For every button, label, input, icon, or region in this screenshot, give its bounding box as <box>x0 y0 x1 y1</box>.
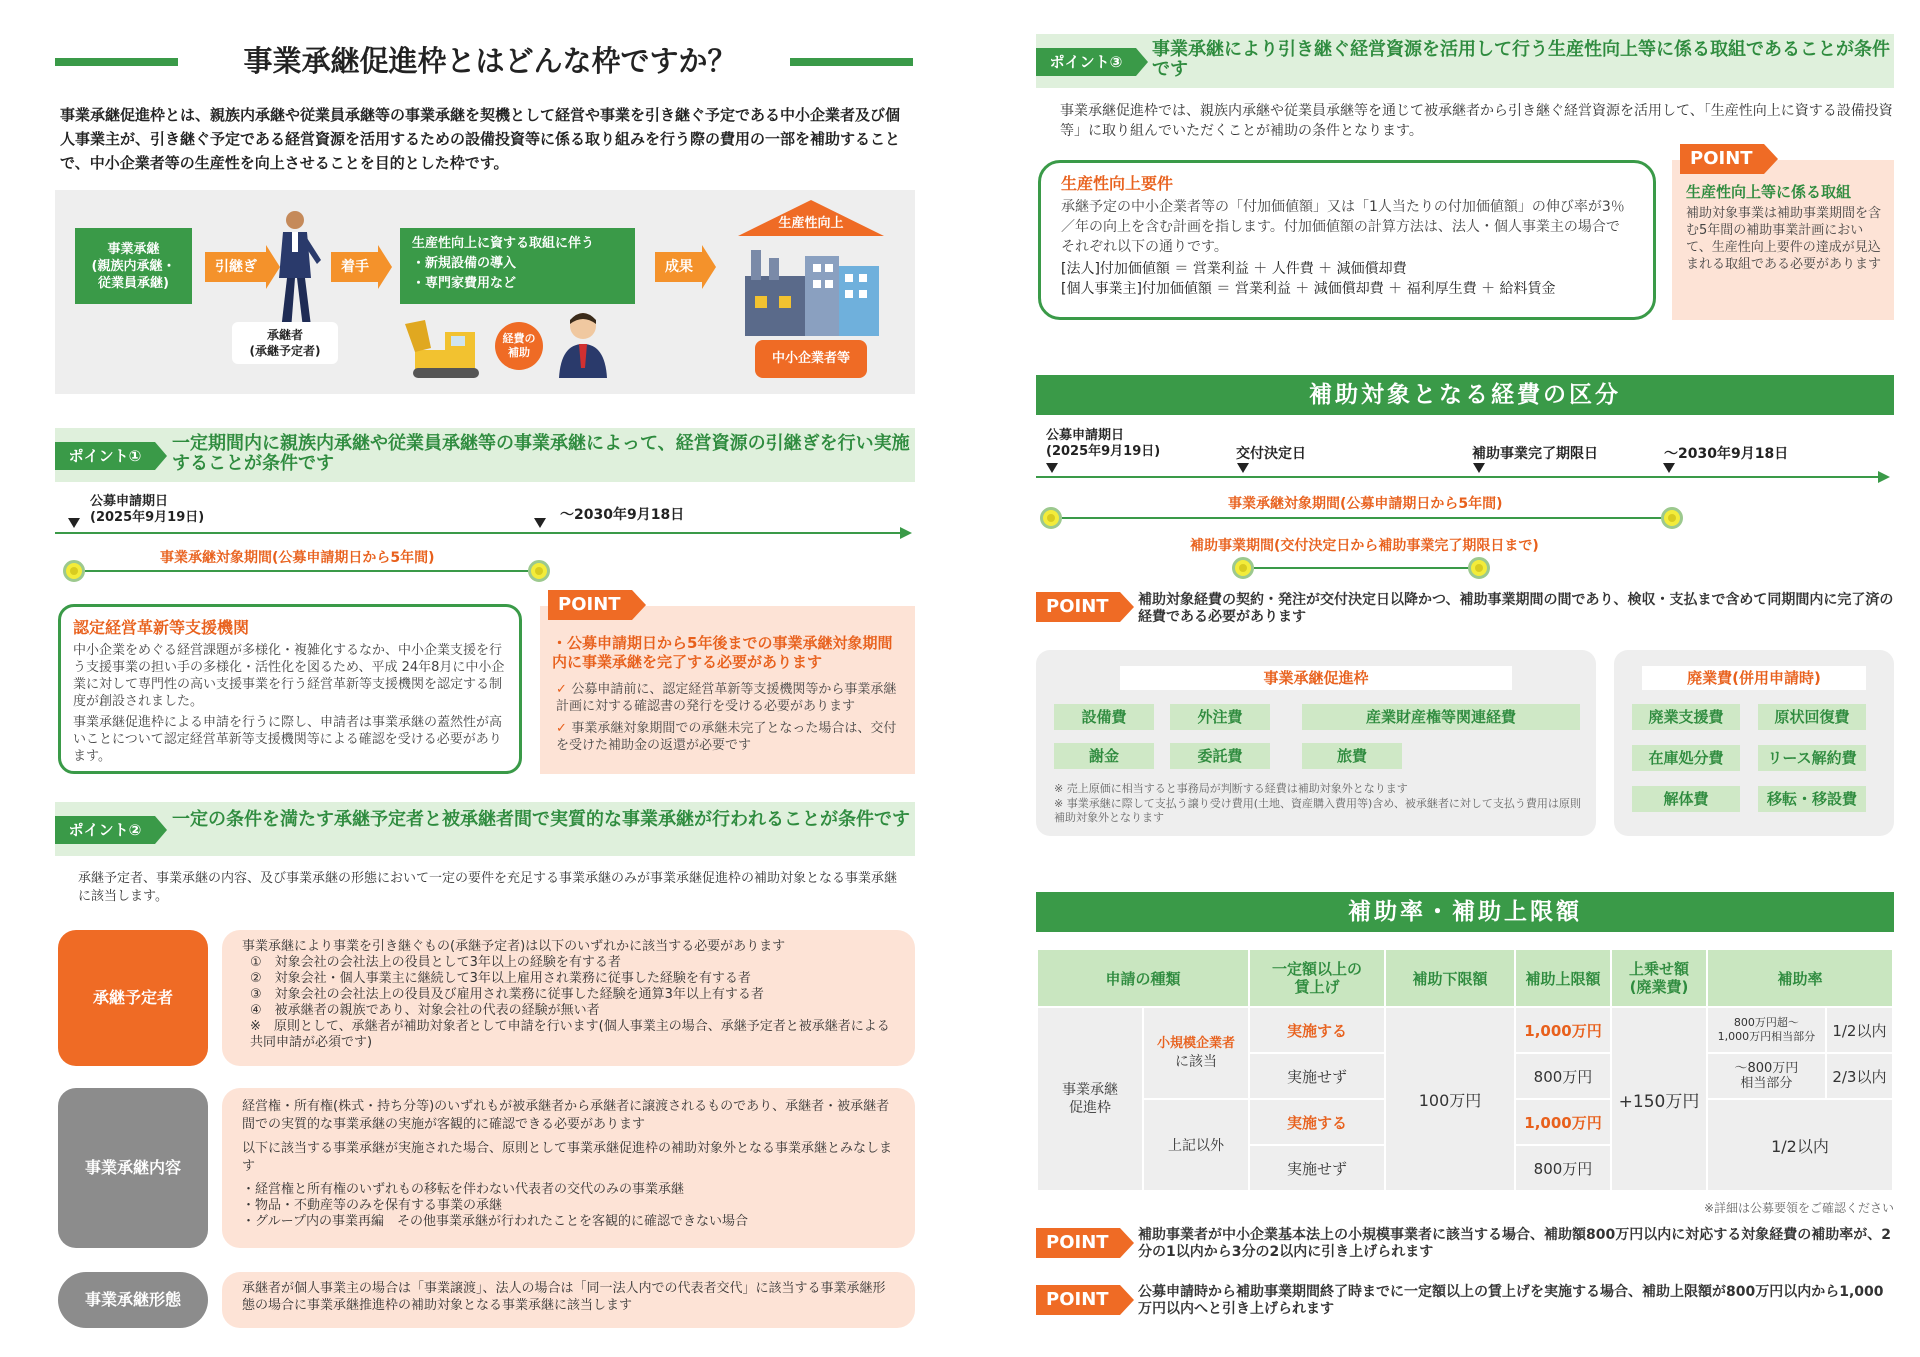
expense-box-closure-title: 廃業費(併用申請時) <box>1642 666 1866 690</box>
exp-t2: 交付決定日 <box>1236 446 1306 462</box>
subsidy-badge: 経費の 補助 <box>495 322 543 370</box>
expense-item-ip: 産業財産権等関連経費 <box>1302 704 1580 730</box>
point1-tag-tip <box>155 442 167 470</box>
point1-heading: 一定期間内に親族内承継や従業員承継等の事業承継によって、経営資源の引継ぎを行い実施することが条件です <box>172 433 910 474</box>
content-label-pill: 事業承継内容 <box>58 1088 208 1248</box>
productivity-req-box <box>1038 160 1656 320</box>
col-header: 補助率 <box>1707 949 1893 1007</box>
flow-arrow-start-tip <box>378 245 392 289</box>
exp-period1-start-dot <box>1040 507 1062 529</box>
expense-item-outsourcing: 外注費 <box>1170 704 1270 730</box>
productivity-req-indiv: [個人事業主]付加価値額 ＝ 営業利益 ＋ 減価償却費 ＋ 福利厚生費 ＋ 給料賃金 <box>1061 281 1556 297</box>
expense-item-honorarium: 謝金 <box>1054 743 1154 769</box>
content-item: ・グループ内の事業再編 その他事業承継が行われたことを客観的に確認できない場合 <box>242 1214 748 1229</box>
col-header: 補助下限額 <box>1385 949 1515 1007</box>
content-item: ・物品・不動産等のみを保有する事業の承継 <box>242 1198 503 1213</box>
p1-end-dot <box>528 560 550 582</box>
point3-heading: 事業承継により引き継ぐ経営資源を活用して行う生産性向上等に係る取組であることが条件です <box>1152 39 1890 80</box>
p1-start-label: 公募申請期日 <box>90 494 169 509</box>
exp-t1-label: 公募申請期日 <box>1046 428 1125 443</box>
intro-text: 事業承継促進枠とは、親族内承継や従業員承継等の事業承継を契機として経営や事業を引き継ぐ予定である中小企業者及び個人事業主が、引き継ぐ予定である経営資源を活用するための設備投資等に係る取り組みを行う際の費用の一部を補助することで、中小企業者等の生産性を向上させることを目的とした枠です。 <box>60 106 901 172</box>
closure-item: リース解約費 <box>1758 745 1866 771</box>
content-p2: 以下に該当する事業承継が実施された場合、原則として事業承継促進枠の補助対象外となる事業承継とみなします <box>242 1141 893 1174</box>
content-item: ・経営権と所有権のいずれもの移転を伴わない代表者の交代のみの事業承継 <box>242 1182 685 1197</box>
flow-box-initiative-item1: ・新規設備の導入 <box>412 256 517 271</box>
expense-note1: ※ 売上原価に相当すると事務局が判断する経費は補助対象外となります <box>1054 782 1408 795</box>
exp-period1-end-dot <box>1661 507 1683 529</box>
p3-point-body: 補助対象事業は補助事業期間を含む5年間の補助事業計画において、生産性向上要件の達成が見込まれる取組である必要があります <box>1686 206 1882 272</box>
type-cell: 事業承継 促進枠 <box>1037 1007 1143 1191</box>
rate-a1: 800万円超〜 1,000万円相当部分 <box>1707 1007 1826 1053</box>
upper-low: 800万円 <box>1515 1145 1611 1191</box>
p1-point-tag: POINT <box>548 590 632 620</box>
wage-yes: 実施する <box>1249 1007 1385 1053</box>
successor-person-icon <box>265 208 335 338</box>
closure-item: 原状回復費 <box>1758 704 1866 730</box>
exp-t1-date: (2025年9月19日) <box>1046 444 1161 459</box>
exp-marker-4 <box>1663 463 1675 473</box>
successor-item: ① 対象会社の会社法上の役員として3年以上の経験を有する者 <box>250 955 621 970</box>
roof-label-text: 生産性向上 <box>778 216 844 231</box>
rate-table <box>1036 948 1894 1192</box>
p1-timeline-axis <box>55 532 910 534</box>
col-header: 申請の種類 <box>1037 949 1249 1007</box>
content-p1: 経営権・所有権(株式・持ち分等)のいずれもが被承継者から承継者に譲渡されるものであり、承継者・被承継者間での実質的な事業承継の実施が客観的に確認できる必要があります <box>242 1099 890 1132</box>
exp-period2-end-dot <box>1468 557 1490 579</box>
closure-item: 廃業支援費 <box>1632 704 1740 730</box>
successor-label: 承継者 (承継予定者) <box>232 322 338 364</box>
p1-point-check1-text: 公募申請前に、認定経営革新等支援機関等から事業承継計画に対する確認書の発行を受ける必要があります <box>556 682 897 714</box>
wage-yes: 実施する <box>1249 1099 1385 1145</box>
exp-t4: 〜2030年9月18日 <box>1664 446 1789 462</box>
successor-label-pill: 承継予定者 <box>58 930 208 1066</box>
productivity-req-title: 生産性向上要件 <box>1061 174 1174 193</box>
rate-point1-tag: POINT <box>1036 1228 1120 1258</box>
rate-note: ※詳細は公募要領をご確認ください <box>1703 1201 1894 1215</box>
closure-item: 在庫処分費 <box>1632 745 1740 771</box>
expert-person-icon <box>555 308 611 378</box>
small-biz-cell <box>1143 1007 1249 1099</box>
check-icon: ✓ <box>556 682 572 697</box>
exp-t3: 補助事業完了期限日 <box>1472 446 1598 462</box>
flow-arrow-result-tip <box>702 245 716 289</box>
successor-detail <box>222 930 915 1066</box>
point3-tag-tip <box>1136 48 1148 76</box>
flow-arrow-start-label: 着手 <box>341 259 369 275</box>
closure-item: 解体費 <box>1632 786 1740 812</box>
form-label-pill: 事業承継形態 <box>58 1272 208 1328</box>
p3-point-title: 生産性向上等に係る取組 <box>1686 183 1852 201</box>
expense-item-equipment: 設備費 <box>1054 704 1154 730</box>
p1-start-dot <box>63 560 85 582</box>
rate-point1-text: 補助事業者が中小企業基本法上の小規模事業者に該当する場合、補助額800万円以内に対応する対象経費の補助率が、2分の1以内から3分の2以内に引き上げられます <box>1138 1227 1891 1260</box>
p1-timeline-end: 〜2030年9月18日 <box>560 507 685 523</box>
flow-box-initiative <box>400 228 635 304</box>
form-detail <box>222 1272 915 1328</box>
upper-high: 1,000万円 <box>1515 1007 1611 1053</box>
wage-no: 実施せず <box>1249 1145 1385 1191</box>
rate-c: 1/2以内 <box>1707 1099 1893 1191</box>
p1-point-check2 <box>556 720 902 754</box>
productivity-req-body: 承継予定の中小企業者等の「付加価値額」又は「1人当たりの付加価値額」の伸び率が3％／年の向上を含む計画を指します。付加価値額の計算方法は、法人・個人事業主の場合でそれぞれ以下の通りです。 <box>1061 199 1625 255</box>
support-org-body2: 事業承継促進枠による申請を行うに際し、申請者は事業承継の蓋然性が高いことについて認定経営革新等支援機関等による確認を受ける必要があります。 <box>73 715 503 764</box>
upper-low: 800万円 <box>1515 1053 1611 1099</box>
exp-period1-label: 事業承継対象期間(公募申請期日から5年間) <box>1228 496 1503 512</box>
check-icon: ✓ <box>556 721 572 736</box>
flow-box-succession: 事業承継 (親族内承継・ 従業員承継) <box>75 228 192 304</box>
expense-note2: ※ 事業承継に際して支払う譲り受け費用(土地、資産購入費用等)含め、被承継者に対して支払う費用は原則補助対象外となります <box>1054 797 1581 824</box>
flow-arrow-handover-label: 引継ぎ <box>215 259 257 275</box>
flow-arrow-result-label: 成果 <box>665 259 693 275</box>
p1-start-marker <box>68 518 80 528</box>
point2-heading: 一定の条件を満たす承継予定者と被承継者間で実質的な事業承継が行われることが条件です <box>172 809 910 830</box>
point2-tag: ポイント② <box>55 816 155 844</box>
point2-intro: 承継予定者、事業承継の内容、及び事業承継の形態において一定の要件を充足する事業承継のみが事業承継促進枠の補助対象となる事業承継に該当します。 <box>78 871 898 904</box>
expense-header: 補助対象となる経費の区分 <box>1036 375 1894 415</box>
exp-marker-2 <box>1237 463 1249 473</box>
p3-point-tag: POINT <box>1680 144 1764 174</box>
rate-point2-tag: POINT <box>1036 1285 1120 1315</box>
exp-period2-start-dot <box>1232 557 1254 579</box>
lower-limit: 100万円 <box>1385 1007 1515 1191</box>
closure-item: 移転・移設費 <box>1758 786 1866 812</box>
form-text: 承継者が個人事業主の場合は「事業譲渡」、法人の場合は「同一法人内での代表者交代」に該当する事業承継形態の場合に事業承継推進枠の補助対象となる事業承継に該当します <box>242 1281 886 1313</box>
exp-point-tag: POINT <box>1036 592 1120 622</box>
factory-icon <box>735 236 895 336</box>
rate-a2: 1/2以内 <box>1826 1007 1893 1053</box>
expense-box-main-title: 事業承継促進枠 <box>1120 666 1512 690</box>
support-org-body1: 中小企業をめぐる経営課題が多様化・複雑化するなか、中小企業支援を行う支援事業の担い手の多様化・活性化を図るため、平成 24年8月に中小企業に対して専門性の高い支援事業を行う経営革新等支援機関を認定する制度が創設されました。 <box>73 643 505 709</box>
p1-point-check1 <box>556 681 902 715</box>
wage-no: 実施せず <box>1249 1053 1385 1099</box>
point2-tag-tip <box>155 816 167 844</box>
expense-item-travel: 旅費 <box>1302 743 1402 769</box>
p1-period-line <box>85 570 528 572</box>
exp-period2-line <box>1254 567 1472 569</box>
col-header: 上乗せ額(廃業費) <box>1611 949 1707 1007</box>
p1-point-main: ・公募申請期日から5年後までの事業承継対象期間内に事業承継を完了する必要があります <box>552 634 893 671</box>
successor-item: ④ 被承継者の親族であり、対象会社の代表の経験が無い者 <box>250 1003 600 1018</box>
successor-lead: 事業承継により事業を引き継ぐもの(承継予定者)は以下のいずれかに該当する必要があります <box>242 939 786 954</box>
title-rule-left <box>55 58 178 66</box>
company-label: 中小企業者等 <box>755 340 867 378</box>
successor-item: ② 対象会社・個人事業主に継続して3年以上雇用され業務に従事した経験を有する者 <box>250 971 751 986</box>
rate-header: 補助率・補助上限額 <box>1036 892 1894 932</box>
successor-item: ③ 対象会社の会社法上の役員及び雇用され業務に従事した経験を通算3年以上有する者 <box>250 987 764 1002</box>
p1-start-date: (2025年9月19日) <box>90 510 205 525</box>
exp-t1 <box>1046 428 1160 460</box>
small-biz-sub: に該当 <box>1175 1054 1217 1070</box>
rate-b2: 2/3以内 <box>1826 1053 1893 1099</box>
col-header: 補助上限額 <box>1515 949 1611 1007</box>
support-org-box <box>58 604 522 774</box>
flow-box-initiative-title: 生産性向上に資する取組に伴う <box>412 236 595 251</box>
expense-item-commission: 委託費 <box>1170 743 1270 769</box>
p1-period-label: 事業承継対象期間(公募申請期日から5年間) <box>160 550 435 566</box>
page-title: 事業承継促進枠とはどんな枠ですか？ <box>243 44 737 78</box>
point3-tag: ポイント③ <box>1036 48 1136 76</box>
other-cell: 上記以外 <box>1143 1099 1249 1191</box>
exp-marker-1 <box>1046 463 1058 473</box>
point3-intro: 事業承継促進枠では、親族内承継や従業員承継等を通じて被承継者から引き継ぐ経営資源を活用して、「生産性向上に資する設備投資等」に取り組んでいただくことが補助の条件となります。 <box>1060 103 1893 139</box>
support-org-title: 認定経営革新等支援機関 <box>73 618 250 637</box>
p1-end-marker <box>534 518 546 528</box>
flow-box-initiative-item2: ・専門家費用など <box>412 276 517 291</box>
flow-diagram <box>55 190 915 394</box>
extra-amount: +150万円 <box>1611 1007 1707 1191</box>
exp-period1-line <box>1062 517 1662 519</box>
upper-high: 1,000万円 <box>1515 1099 1611 1145</box>
p1-timeline-start-label <box>90 494 204 526</box>
content-detail <box>222 1088 915 1248</box>
title-rule-right <box>790 58 913 66</box>
rate-point2-text: 公募申請時から補助事業期間終了時までに一定額以上の賃上げを実施する場合、補助上限額が800万円以内から1,000万円以内へと引き上げられます <box>1138 1284 1884 1317</box>
successor-item: ※ 原則として、承継者が補助対象者として申請を行います(個人事業主の場合、承継予定者と被承継者による共同申請が必須です) <box>250 1019 890 1050</box>
productivity-req-corp: [法人]付加価値額 ＝ 営業利益 ＋ 人件費 ＋ 減価償却費 <box>1061 261 1407 277</box>
col-header: 一定額以上の賃上げ <box>1249 949 1385 1007</box>
small-biz-label: 小規模企業者 <box>1156 1036 1235 1051</box>
point1-tag: ポイント① <box>55 442 155 470</box>
rate-b1: 〜800万円 相当部分 <box>1707 1053 1826 1099</box>
exp-marker-3 <box>1473 463 1485 473</box>
exp-timeline-axis <box>1036 476 1888 478</box>
exp-point-text: 補助対象経費の契約・発注が交付決定日以降かつ、補助事業期間の間であり、検収・支払まで含めて同期間内に完了済の経費である必要があります <box>1138 592 1894 625</box>
exp-period2-label: 補助事業期間(交付決定日から補助事業完了期限日まで) <box>1190 538 1539 554</box>
p1-point-check2-text: 事業承継対象期間での承継未完了となった場合は、交付を受けた補助金の返還が必要です <box>556 721 897 753</box>
